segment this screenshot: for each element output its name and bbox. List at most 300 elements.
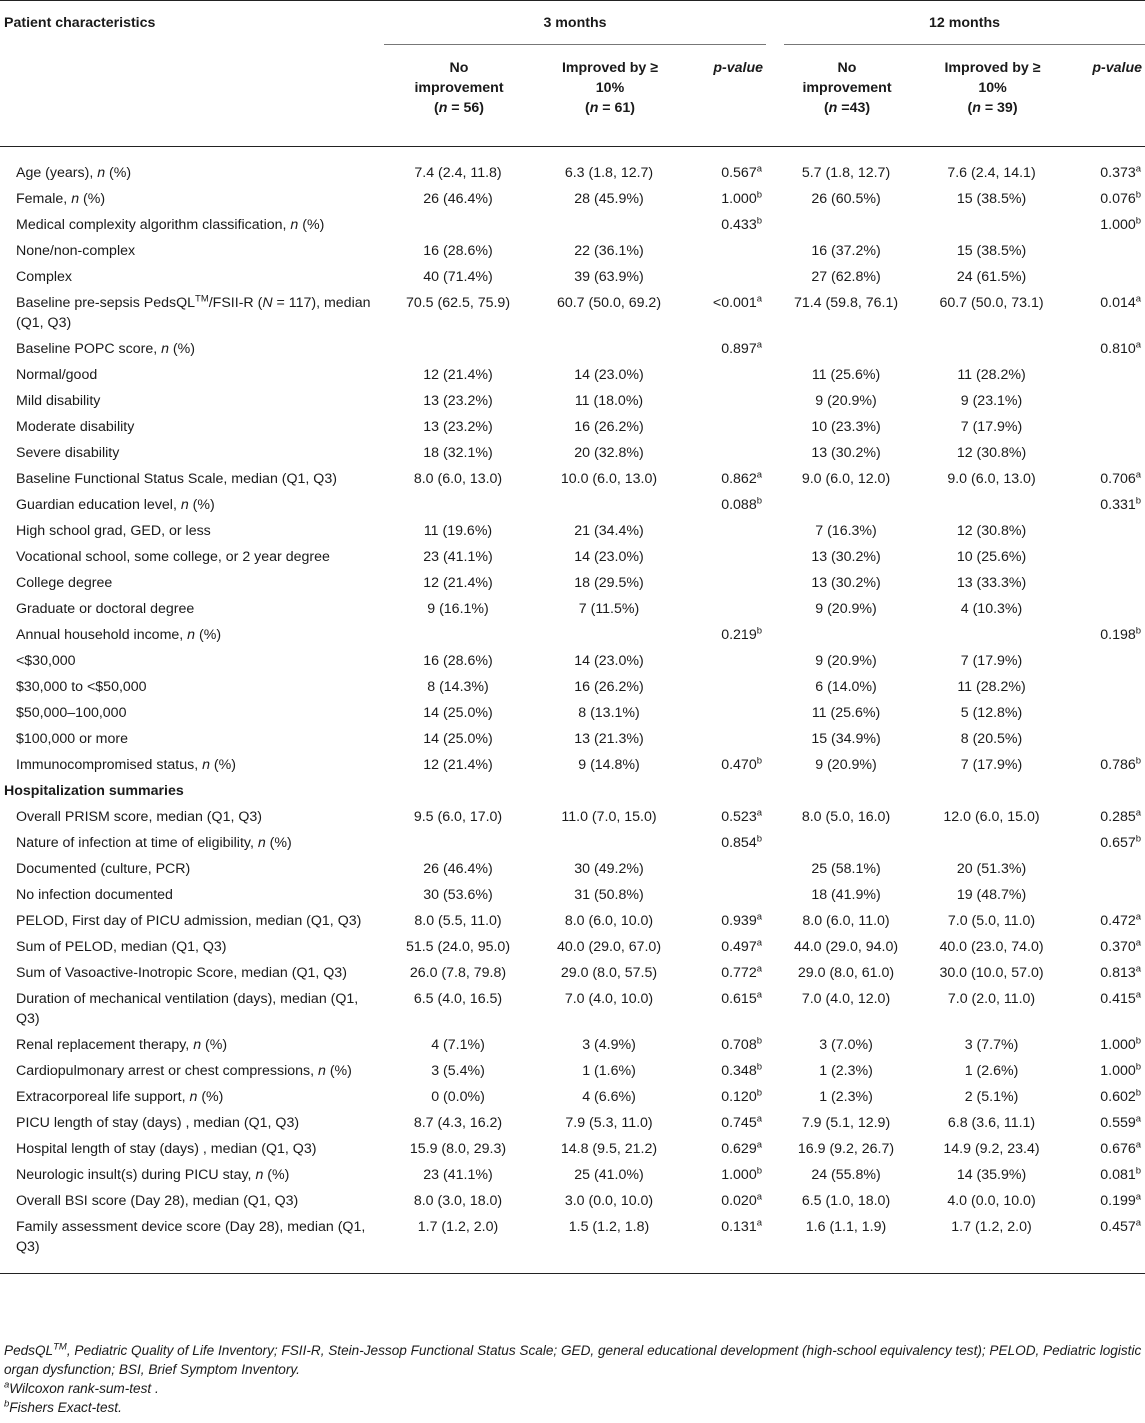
value-cell: 4 (10.3%): [960, 601, 1023, 617]
value-cell: [534, 336, 686, 362]
value-cell: 13 (30.2%): [811, 549, 881, 565]
p-value-cell: 0.657$^b$: [1100, 833, 1142, 851]
value-cell: 13 (21.3%): [574, 731, 644, 747]
value-cell: 8.0 (3.0, 18.0): [413, 1193, 503, 1209]
row-label: Female, n (%): [16, 191, 106, 207]
value-cell: 4 (7.1%): [431, 1037, 485, 1053]
value-cell: [384, 830, 534, 856]
p-value-cell: 0.088$^b$: [721, 495, 763, 513]
value-cell: 27 (62.8%): [811, 269, 881, 285]
value-cell: [784, 830, 910, 856]
value-cell: 1 (1.6%): [582, 1063, 636, 1079]
value-cell: 11.0 (7.0, 15.0): [561, 809, 657, 825]
table-row: [0, 544, 1145, 570]
value-cell: 9 (20.9%): [815, 393, 877, 409]
value-cell: 5 (12.8%): [960, 705, 1023, 721]
value-cell: 9.0 (6.0, 13.0): [947, 471, 1036, 487]
value-cell: 14 (35.9%): [956, 1167, 1027, 1183]
value-cell: 3 (7.7%): [964, 1037, 1019, 1053]
value-cell: 6.5 (1.0, 18.0): [801, 1193, 891, 1209]
p-value-cell: 0.076$^b$: [1100, 189, 1142, 207]
value-cell: 8 (13.1%): [578, 705, 640, 721]
value-cell: 1.7 (1.2, 2.0): [384, 1214, 534, 1274]
value-cell: 13 (30.2%): [811, 445, 881, 461]
row-label: Graduate or doctoral degree: [16, 601, 195, 617]
value-cell: 21 (34.4%): [574, 523, 644, 539]
table-row: [0, 466, 1145, 492]
value-cell: 16 (37.2%): [811, 243, 881, 259]
value-cell: 13 (23.2%): [423, 419, 493, 435]
value-cell: 12 (21.4%): [423, 575, 493, 591]
p-value-cell: 0.567$^a$: [721, 163, 763, 181]
value-cell: 7 (17.9%): [960, 419, 1023, 435]
row-label: College degree: [16, 575, 113, 591]
value-cell: 8.0 (6.0, 11.0): [802, 913, 890, 929]
value-cell: 18 (29.5%): [574, 575, 644, 591]
value-cell: [910, 336, 1075, 362]
group-12-months-header: 12 months: [784, 13, 1145, 45]
row-label: $100,000 or more: [16, 731, 128, 747]
p-value-cell: [1075, 674, 1145, 700]
value-cell: [534, 492, 686, 518]
table-row: [0, 960, 1145, 986]
p-value-cell: 0.497$^a$: [721, 937, 763, 955]
header-row-columns: [0, 50, 1145, 147]
p-value-cell: [1075, 440, 1145, 466]
p-value-cell: 0.457$^a$: [1075, 1214, 1145, 1274]
value-cell: 11 (19.6%): [423, 523, 493, 539]
table-row: [0, 1058, 1145, 1084]
row-label: Normal/good: [16, 367, 98, 383]
p-value-cell: [1075, 856, 1145, 882]
value-cell: 13 (30.2%): [811, 575, 881, 591]
p-value-cell: [686, 388, 766, 414]
value-cell: 7 (16.3%): [815, 523, 877, 539]
value-cell: 18 (41.9%): [811, 887, 881, 903]
footnote-abbreviations: PedsQL™, Pediatric Quality of Life Inventory; FSII-R, Stein-Jessop Functional Status Scale; GED, general educational development (high-school equivalency test); PELOD, Pediatric logistic organ dysfunction; BSI, Brief Symptom Inventory.: [4, 1341, 1142, 1377]
p-value-cell: 0.120$^b$: [721, 1087, 763, 1105]
value-cell: [534, 212, 686, 238]
value-cell: 26 (46.4%): [423, 861, 493, 877]
value-cell: 71.4 (59.8, 76.1): [793, 295, 899, 311]
value-cell: 19 (48.7%): [956, 887, 1027, 903]
value-cell: 14.9 (9.2, 23.4): [943, 1141, 1040, 1157]
row-label: Immunocompromised status, n (%): [16, 757, 236, 773]
section-row: [0, 778, 1145, 804]
value-cell: 7.0 (2.0, 11.0): [947, 991, 1036, 1007]
value-cell: 26 (60.5%): [811, 191, 881, 207]
row-label: Renal replacement therapy, n (%): [16, 1037, 228, 1053]
value-cell: 40.0 (29.0, 67.0): [556, 939, 662, 955]
table-row: [0, 440, 1145, 466]
table-row: [0, 804, 1145, 830]
value-cell: [534, 622, 686, 648]
p-value-cell: [686, 856, 766, 882]
p-value-cell: [1075, 726, 1145, 752]
p-value-cell: 0.602$^b$: [1100, 1087, 1142, 1105]
col-3m-improved: Improved by ≥ 10% (n = 61): [561, 60, 659, 116]
value-cell: 30 (49.2%): [574, 861, 644, 877]
p-value-cell: [686, 440, 766, 466]
table-row: [0, 1162, 1145, 1188]
row-label: PICU length of stay (days) , median (Q1, Q3): [16, 1115, 300, 1131]
value-cell: 0 (0.0%): [431, 1089, 485, 1105]
p-value-cell: 0.939$^a$: [721, 911, 763, 929]
p-value-cell: [1075, 544, 1145, 570]
p-value-cell: 0.020$^a$: [721, 1191, 763, 1209]
value-cell: 6.5 (4.0, 16.5): [413, 991, 503, 1007]
value-cell: 1 (2.3%): [819, 1063, 873, 1079]
row-label: Neurologic insult(s) during PICU stay, n (%): [16, 1167, 290, 1183]
table-row: [0, 674, 1145, 700]
row-label: $30,000 to <$50,000: [16, 679, 147, 695]
table-row: [0, 1032, 1145, 1058]
value-cell: 7.4 (2.4, 11.8): [414, 165, 502, 181]
value-cell: 9 (20.9%): [815, 757, 877, 773]
p-value-cell: [686, 518, 766, 544]
table-footnotes: [4, 1341, 1142, 1417]
value-cell: 22 (36.1%): [574, 243, 644, 259]
value-cell: 4 (6.6%): [582, 1089, 636, 1105]
row-label: Overall BSI score (Day 28), median (Q1, Q3): [16, 1193, 299, 1209]
value-cell: 20 (32.8%): [574, 445, 644, 461]
value-cell: 2 (5.1%): [964, 1089, 1019, 1105]
table-row: [0, 1136, 1145, 1162]
table-row: [0, 362, 1145, 388]
value-cell: 7 (11.5%): [578, 601, 640, 617]
table-row: [0, 856, 1145, 882]
col-12m-no-improvement: No improvement (n =43): [802, 60, 892, 116]
p-value-cell: 0.219$^b$: [721, 625, 763, 643]
p-value-cell: 0.331$^b$: [1100, 495, 1142, 513]
value-cell: 12 (21.4%): [423, 757, 493, 773]
footnote-b: $^b$Fishers Exact-test.: [4, 1398, 122, 1415]
value-cell: 20 (51.3%): [956, 861, 1027, 877]
p-value-cell: 1.000$^b$: [1100, 215, 1142, 233]
p-value-cell: [1075, 518, 1145, 544]
row-label: Duration of mechanical ventilation (days), median (Q1, Q3): [16, 991, 359, 1027]
value-cell: 4.0 (0.0, 10.0): [947, 1193, 1036, 1209]
row-label: No infection documented: [16, 887, 173, 903]
row-label: None/non-complex: [16, 243, 136, 259]
value-cell: 14 (23.0%): [574, 549, 644, 565]
value-cell: 1 (2.3%): [819, 1089, 873, 1105]
value-cell: 9.0 (6.0, 12.0): [801, 471, 891, 487]
p-value-cell: 0.813$^a$: [1100, 963, 1142, 981]
p-value-cell: 0.131$^a$: [686, 1214, 766, 1274]
header-row-groups: [0, 1, 1145, 51]
value-cell: 7.6 (2.4, 14.1): [947, 165, 1036, 181]
table-body: [0, 147, 1145, 1274]
p-value-cell: [686, 648, 766, 674]
value-cell: 28 (45.9%): [574, 191, 644, 207]
value-cell: 39 (63.9%): [574, 269, 644, 285]
value-cell: 11 (25.6%): [811, 705, 881, 721]
value-cell: 30.0 (10.0, 57.0): [939, 965, 1044, 981]
p-value-cell: [1075, 882, 1145, 908]
p-value-cell: 0.523$^a$: [721, 807, 763, 825]
table-row: [0, 186, 1145, 212]
value-cell: 14 (23.0%): [574, 367, 644, 383]
value-cell: 16 (26.2%): [574, 679, 644, 695]
value-cell: 3.0 (0.0, 10.0): [564, 1193, 654, 1209]
p-value-cell: [1075, 388, 1145, 414]
row-label: Baseline POPC score, n (%): [16, 341, 195, 357]
value-cell: 70.5 (62.5, 75.9): [405, 295, 511, 311]
value-cell: 14 (25.0%): [423, 705, 493, 721]
footnote-a: $^a$Wilcoxon rank-sum-test .: [4, 1379, 159, 1396]
p-value-cell: [686, 882, 766, 908]
value-cell: 23 (41.1%): [423, 549, 493, 565]
p-value-cell: [1075, 264, 1145, 290]
value-cell: 10 (25.6%): [956, 549, 1027, 565]
p-value-cell: [686, 596, 766, 622]
p-value-cell: 1.000$^b$: [721, 189, 763, 207]
value-cell: 26.0 (7.8, 79.8): [409, 965, 507, 981]
p-value-cell: 0.629$^a$: [721, 1139, 763, 1157]
value-cell: 25 (58.1%): [811, 861, 881, 877]
value-cell: 30 (53.6%): [423, 887, 493, 903]
row-label: Severe disability: [16, 445, 120, 461]
table-row: [0, 1188, 1145, 1214]
row-label: Cardiopulmonary arrest or chest compressions, n (%): [16, 1063, 352, 1079]
row-label: $50,000–100,000: [16, 705, 127, 721]
value-cell: 13 (23.2%): [423, 393, 493, 409]
row-label: Complex: [16, 269, 72, 285]
row-label: Nature of infection at time of eligibility, n (%): [16, 835, 292, 851]
table-row: [0, 570, 1145, 596]
value-cell: 14.8 (9.5, 21.2): [560, 1141, 658, 1157]
value-cell: 60.7 (50.0, 73.1): [939, 295, 1044, 311]
value-cell: 26 (46.4%): [423, 191, 493, 207]
table-row: [0, 264, 1145, 290]
value-cell: 40 (71.4%): [423, 269, 493, 285]
value-cell: [384, 212, 534, 238]
value-cell: 16 (28.6%): [423, 243, 493, 259]
row-label: Guardian education level, n (%): [16, 497, 215, 513]
value-cell: 6.8 (3.6, 11.1): [947, 1115, 1036, 1131]
p-value-cell: [686, 726, 766, 752]
col-12m-improved: Improved by ≥ 10% (n = 39): [944, 60, 1041, 116]
table-row: [0, 1084, 1145, 1110]
p-value-cell: 0.014$^a$: [1100, 293, 1142, 311]
row-label: Age (years), n (%): [16, 165, 132, 181]
row-label: <$30,000: [16, 653, 76, 669]
p-value-cell: 0.676$^a$: [1100, 1139, 1142, 1157]
value-cell: 8.0 (6.0, 10.0): [564, 913, 654, 929]
value-cell: 24 (61.5%): [956, 269, 1027, 285]
row-label: Sum of PELOD, median (Q1, Q3): [16, 939, 227, 955]
value-cell: 18 (32.1%): [423, 445, 493, 461]
p-value-cell: 0.433$^b$: [721, 215, 763, 233]
row-label: Hospital length of stay (days) , median (Q1, Q3): [16, 1141, 317, 1157]
table-row: [0, 336, 1145, 362]
p-value-cell: <0.001$^a$: [712, 293, 763, 311]
p-value-cell: [1075, 700, 1145, 726]
table-row: [0, 518, 1145, 544]
table-row: [0, 986, 1145, 1032]
table-row: [0, 622, 1145, 648]
value-cell: 8 (20.5%): [960, 731, 1023, 747]
row-label: Documented (culture, PCR): [16, 861, 191, 877]
value-cell: 29.0 (8.0, 57.5): [560, 965, 658, 981]
table-row: [0, 212, 1145, 238]
value-cell: 1.7 (1.2, 2.0): [910, 1214, 1075, 1274]
value-cell: 9 (20.9%): [815, 601, 877, 617]
p-value-cell: [1075, 414, 1145, 440]
group-3-months-header: 3 months: [384, 13, 766, 45]
p-value-cell: [686, 264, 766, 290]
p-value-cell: 0.786$^b$: [1100, 755, 1142, 773]
value-cell: 15.9 (8.0, 29.3): [409, 1141, 507, 1157]
table-row: [0, 700, 1145, 726]
value-cell: 6.3 (1.8, 12.7): [564, 165, 654, 181]
row-label: Baseline pre-sepsis PedsQL™/FSII-R (N = 117), median (Q1, Q3): [16, 293, 371, 331]
p-value-cell: 0.854$^b$: [721, 833, 763, 851]
value-cell: 14 (25.0%): [423, 731, 493, 747]
value-cell: [784, 336, 910, 362]
row-label: Annual household income, n (%): [16, 627, 222, 643]
value-cell: 8.0 (6.0, 13.0): [413, 471, 503, 487]
value-cell: 15 (38.5%): [956, 191, 1027, 207]
p-value-cell: [1075, 596, 1145, 622]
p-value-cell: [686, 362, 766, 388]
p-value-cell: 1.000$^b$: [1100, 1035, 1142, 1053]
col-3m-pvalue: p-value: [713, 60, 764, 76]
value-cell: 12 (21.4%): [423, 367, 493, 383]
value-cell: 3 (7.0%): [819, 1037, 873, 1053]
table-row: [0, 1214, 1145, 1274]
p-value-cell: 0.370$^a$: [1100, 937, 1142, 955]
table-row: [0, 882, 1145, 908]
p-value-cell: 0.772$^a$: [721, 963, 763, 981]
value-cell: 12 (30.8%): [956, 523, 1027, 539]
value-cell: 9 (14.8%): [578, 757, 640, 773]
patient-characteristics-header: Patient characteristics: [0, 1, 384, 51]
value-cell: 31 (50.8%): [574, 887, 644, 903]
table-row: [0, 908, 1145, 934]
value-cell: 44.0 (29.0, 94.0): [793, 939, 899, 955]
value-cell: 8.7 (4.3, 16.2): [413, 1115, 503, 1131]
row-label: Overall PRISM score, median (Q1, Q3): [16, 809, 262, 825]
value-cell: 16.9 (9.2, 26.7): [797, 1141, 895, 1157]
value-cell: 12 (30.8%): [956, 445, 1027, 461]
p-value-cell: [686, 674, 766, 700]
value-cell: [910, 622, 1075, 648]
p-value-cell: 0.472$^a$: [1100, 911, 1142, 929]
table-row: [0, 388, 1145, 414]
value-cell: 3 (4.9%): [582, 1037, 636, 1053]
table-row: [0, 596, 1145, 622]
p-value-cell: 0.897$^a$: [721, 339, 763, 357]
value-cell: 7.0 (4.0, 12.0): [801, 991, 891, 1007]
value-cell: [384, 622, 534, 648]
p-value-cell: [686, 700, 766, 726]
value-cell: 9 (20.9%): [815, 653, 877, 669]
row-label: High school grad, GED, or less: [16, 523, 211, 539]
value-cell: [784, 492, 910, 518]
p-value-cell: 0.559$^a$: [1100, 1113, 1142, 1131]
value-cell: 11 (18.0%): [574, 393, 644, 409]
row-label: Family assessment device score (Day 28), median (Q1, Q3): [0, 1214, 384, 1274]
value-cell: 9 (23.1%): [960, 393, 1023, 409]
value-cell: 1.6 (1.1, 1.9): [784, 1214, 910, 1274]
value-cell: 13 (33.3%): [956, 575, 1027, 591]
p-value-cell: 0.615$^a$: [721, 989, 763, 1007]
p-value-cell: 0.862$^a$: [721, 469, 763, 487]
value-cell: 7.9 (5.1, 12.9): [801, 1115, 891, 1131]
value-cell: [784, 212, 910, 238]
p-value-cell: 1.000$^b$: [721, 1165, 763, 1183]
col-12m-pvalue: p-value: [1092, 60, 1143, 76]
value-cell: 11 (25.6%): [811, 367, 881, 383]
value-cell: 15 (38.5%): [956, 243, 1027, 259]
row-label: Vocational school, some college, or 2 year degree: [16, 549, 330, 565]
value-cell: 7.0 (5.0, 11.0): [947, 913, 1036, 929]
value-cell: [384, 492, 534, 518]
value-cell: [910, 212, 1075, 238]
value-cell: 3 (5.4%): [431, 1063, 485, 1079]
value-cell: 1 (2.6%): [964, 1063, 1019, 1079]
value-cell: [384, 336, 534, 362]
table-row: [0, 238, 1145, 264]
value-cell: 12.0 (6.0, 15.0): [943, 809, 1040, 825]
table-row: [0, 492, 1145, 518]
value-cell: 60.7 (50.0, 69.2): [556, 295, 662, 311]
p-value-cell: 0.706$^a$: [1100, 469, 1142, 487]
table-row: [0, 147, 1145, 187]
value-cell: 10 (23.3%): [811, 419, 881, 435]
p-value-cell: [686, 570, 766, 596]
p-value-cell: 0.081$^b$: [1100, 1165, 1142, 1183]
value-cell: 16 (28.6%): [423, 653, 493, 669]
p-value-cell: 0.373$^a$: [1100, 163, 1142, 181]
p-value-cell: [1075, 570, 1145, 596]
value-cell: 7.9 (5.3, 11.0): [565, 1115, 653, 1131]
value-cell: 8.0 (5.0, 16.0): [801, 809, 891, 825]
value-cell: 7 (17.9%): [960, 757, 1023, 773]
value-cell: 5.7 (1.8, 12.7): [801, 165, 891, 181]
p-value-cell: 0.415$^a$: [1100, 989, 1142, 1007]
value-cell: 6 (14.0%): [815, 679, 877, 695]
row-label: Medical complexity algorithm classification, n (%): [16, 217, 325, 233]
table-row: [0, 934, 1145, 960]
p-value-cell: 0.199$^a$: [1100, 1191, 1142, 1209]
value-cell: [910, 830, 1075, 856]
row-label: Moderate disability: [16, 419, 135, 435]
value-cell: 8.0 (5.5, 11.0): [414, 913, 502, 929]
table-row: [0, 1110, 1145, 1136]
table-row: [0, 648, 1145, 674]
value-cell: 9 (16.1%): [427, 601, 489, 617]
p-value-cell: [1075, 648, 1145, 674]
value-cell: 16 (26.2%): [574, 419, 644, 435]
row-label: Baseline Functional Status Scale, median (Q1, Q3): [16, 471, 337, 487]
table-row: [0, 290, 1145, 336]
p-value-cell: 0.348$^b$: [721, 1061, 763, 1079]
value-cell: 8 (14.3%): [427, 679, 489, 695]
table-row: [0, 726, 1145, 752]
row-label: PELOD, First day of PICU admission, median (Q1, Q3): [16, 913, 362, 929]
value-cell: 51.5 (24.0, 95.0): [405, 939, 511, 955]
p-value-cell: 0.708$^b$: [721, 1035, 763, 1053]
value-cell: 15 (34.9%): [811, 731, 881, 747]
value-cell: 29.0 (8.0, 61.0): [797, 965, 895, 981]
value-cell: [534, 830, 686, 856]
p-value-cell: 0.198$^b$: [1100, 625, 1142, 643]
row-label: Sum of Vasoactive-Inotropic Score, median (Q1, Q3): [16, 965, 347, 981]
value-cell: 25 (41.0%): [574, 1167, 644, 1183]
